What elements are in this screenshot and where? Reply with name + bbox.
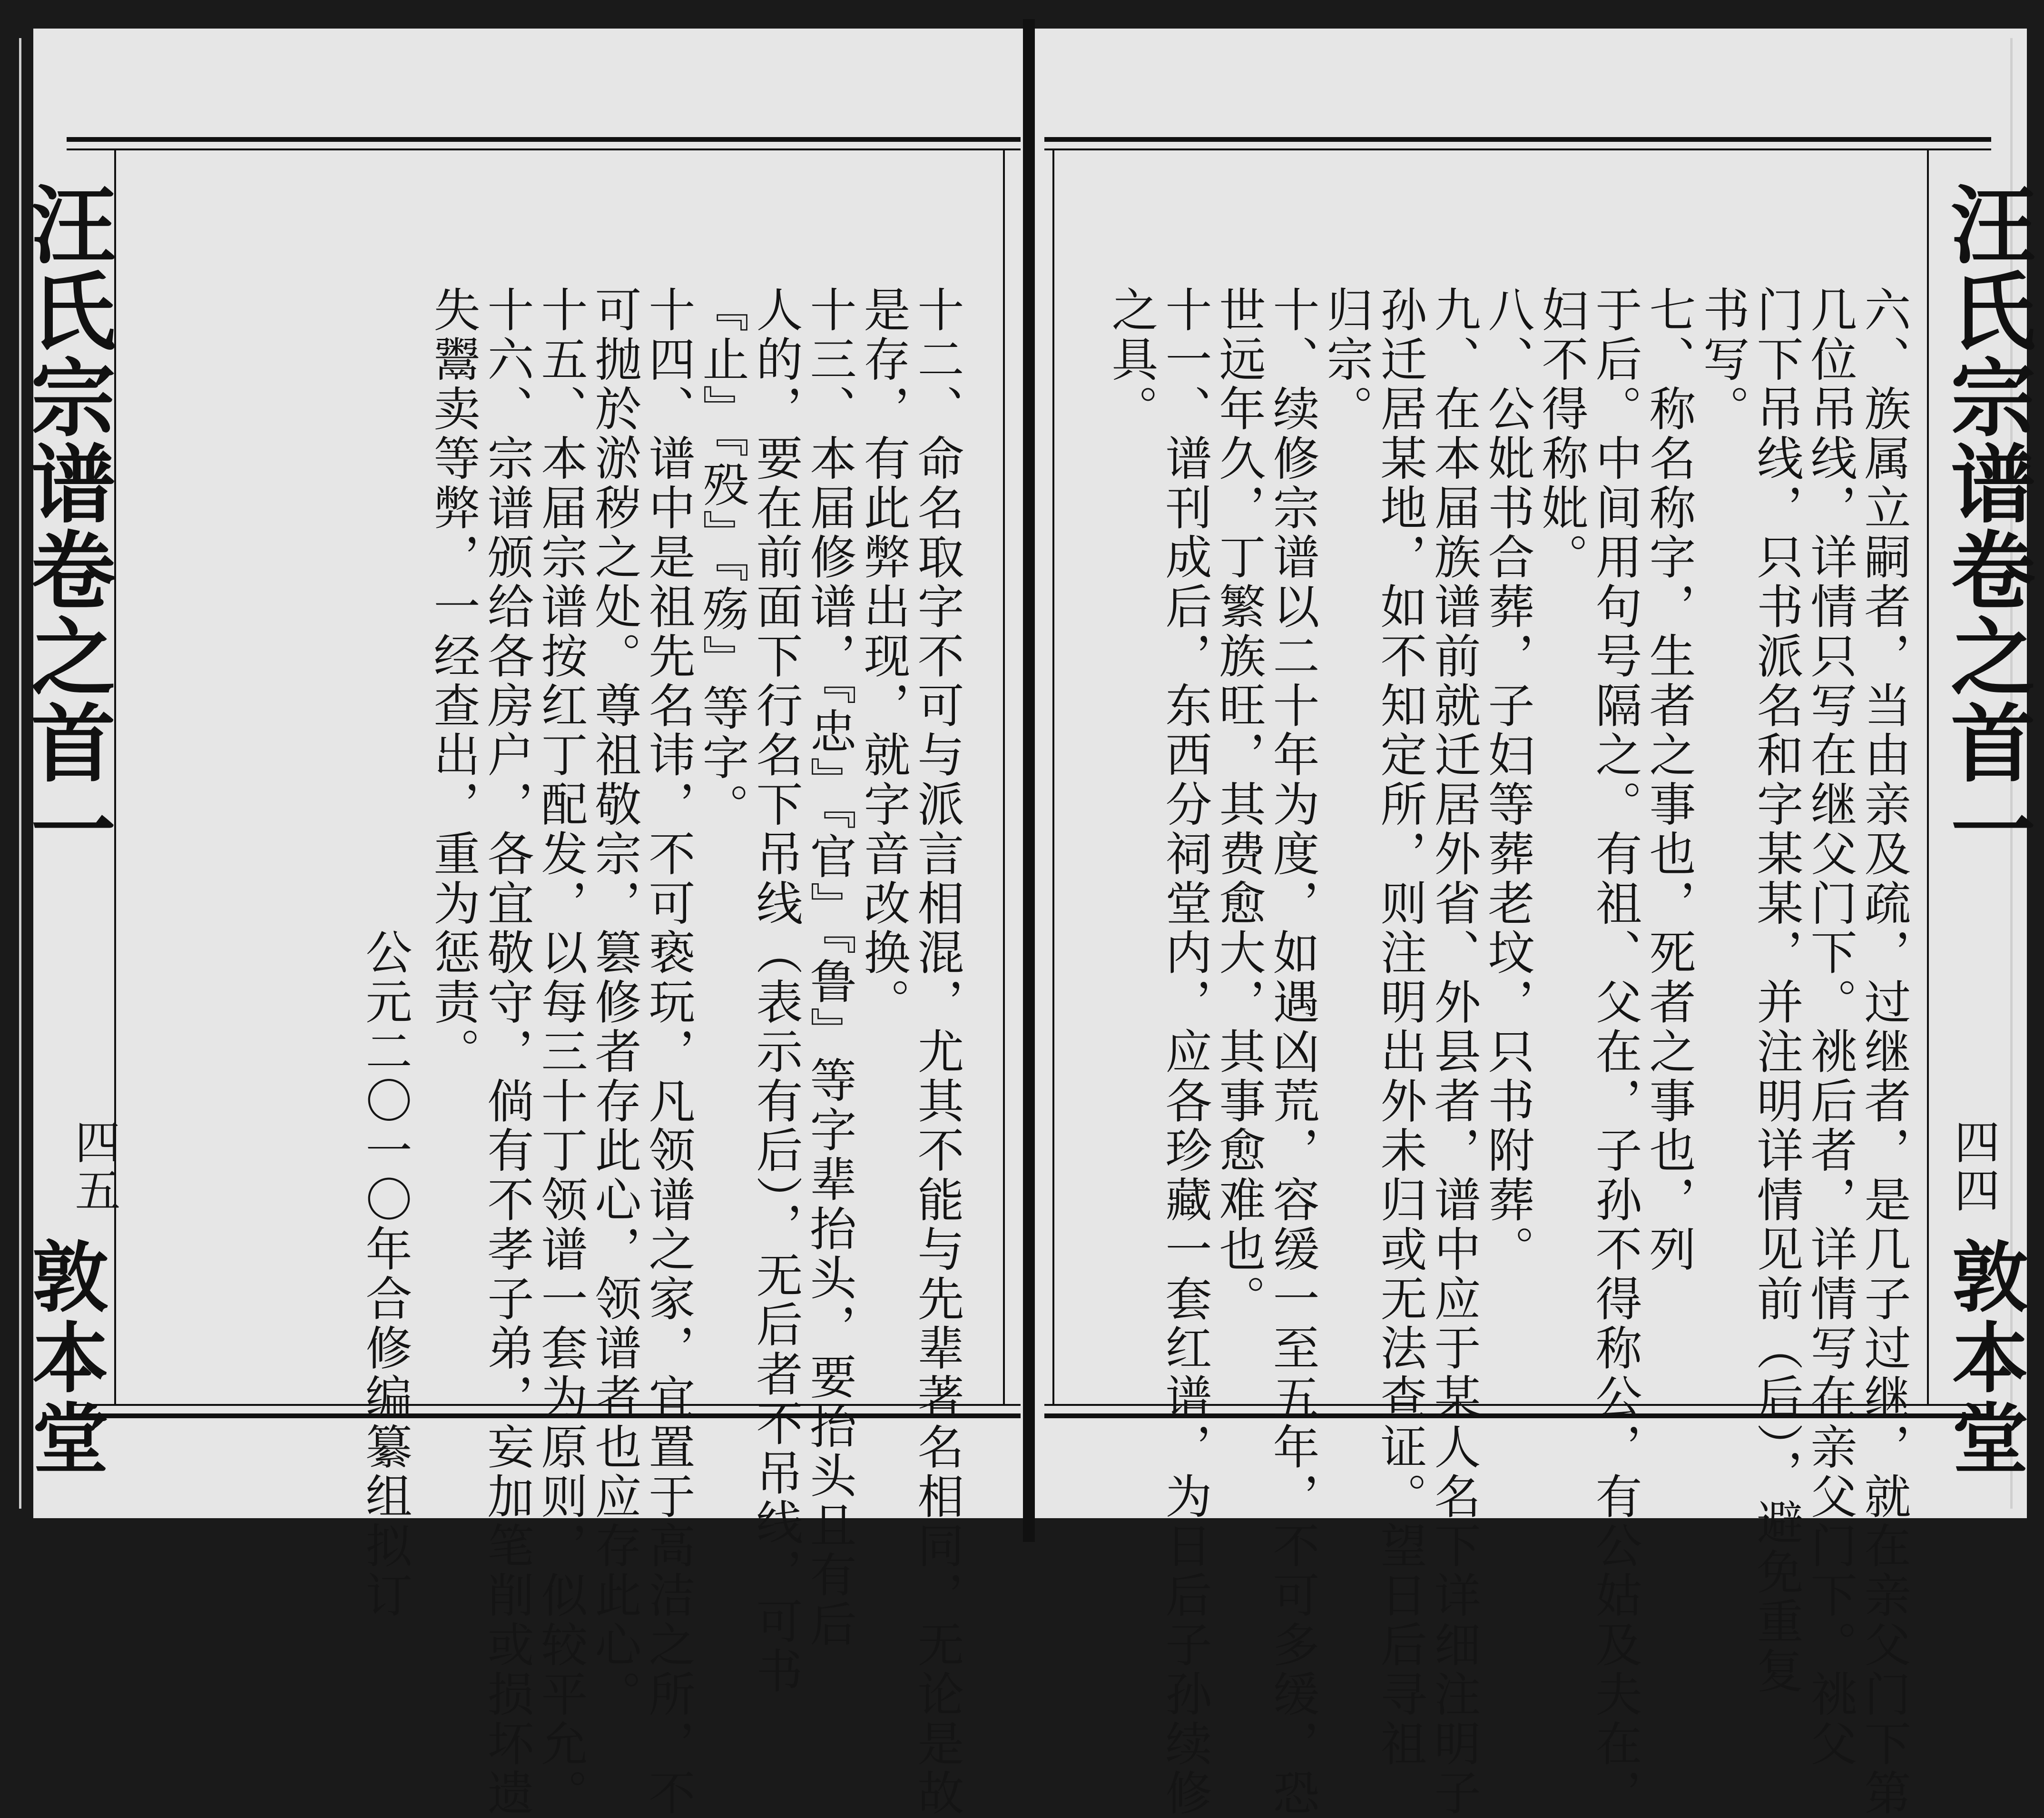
left-line-3: 十三、本届修谱，『忠』『官』『鲁』等字辈抬头，要抬头且有后: [802, 286, 856, 1650]
right-line-6: 于后。中间用句号隔之。有祖、父在，子孙不得称公，有公姑及夫在，: [1588, 286, 1642, 1818]
right-line-13: 世远年久，丁繁族旺，其费愈大，其事愈难也。: [1211, 286, 1266, 1324]
left-line-1: 十二、命名取字不可与派言相混，尤其不能与先辈著名相同，无论是故: [910, 286, 964, 1818]
right-line-4: 书写。: [1695, 286, 1749, 434]
left-line-4: 人的，要在前面下行名下吊线（表示有后），无后者不吊线，可书: [748, 286, 803, 1696]
left-margin-title: 汪氏宗谱卷之首一: [17, 181, 116, 872]
left-line-6: 十四、谱中是祖先名讳，不可亵玩，凡领谱之家，宜置于高洁之所，不: [641, 286, 695, 1818]
right-line-12: 十、续修宗谱以二十年为度，如遇凶荒，容缓一至五年，不可多缓，恐: [1265, 286, 1319, 1818]
right-margin-rule: [1927, 150, 1929, 1404]
left-line-7: 可抛於淤秽之处。尊祖敬宗，篡修者存此心，领谱者也应存此心。: [587, 286, 641, 1719]
right-line-14: 十一、谱刊成后，东西分祠堂内，应各珍藏一套红谱，为日后子孙续修: [1158, 286, 1212, 1818]
right-line-1: 六、族属立嗣者，当由亲及疏，过继者，是几子过继，就在亲父门下第: [1857, 286, 1911, 1818]
left-line-10: 失鬻卖等弊，一经查出，重为惩责。: [426, 286, 480, 1077]
left-signature: 公元二〇一〇年合修编纂组拟订: [358, 928, 412, 1620]
left-line-5: 『止』『殁』『殇』等字。: [695, 286, 749, 832]
right-line-3: 门下吊线，只书派名和字某某，并注明详情见前（后），避免重复: [1749, 286, 1803, 1696]
right-top-rule: [1044, 137, 1991, 142]
right-line-8: 八、公妣书合葬，子妇等葬老坟，只书附葬。: [1480, 286, 1534, 1275]
right-line-10: 孙迁居某地，如不知定所，则注明出外未归或无法查证。望日后寻祖: [1373, 286, 1427, 1769]
right-page-number: 四四: [1947, 1118, 2000, 1215]
right-margin-title: 汪氏宗谱卷之首一: [1936, 181, 2036, 872]
right-line-11: 归宗。: [1319, 286, 1373, 434]
left-line-8: 十五、本届宗谱按红丁配发，以每三十丁领谱一套为原则，似较平允。: [533, 286, 588, 1818]
right-line-5: 七、称名称字，生者之事也，死者之事也，列: [1641, 286, 1696, 1275]
left-hall-name: 敦本堂: [20, 1237, 109, 1480]
right-top-rule-inner: [1044, 148, 1991, 150]
left-line-9: 十六、宗谱颁给各房户，各宜敬守，倘有不孝子弟，妄加笔削或损坏遗: [480, 286, 534, 1818]
left-top-rule: [67, 137, 1021, 142]
left-line-2: 是存，有此弊出现，就字音改换。: [856, 286, 910, 1028]
left-top-rule-inner: [67, 148, 1021, 150]
right-line-7: 妇不得称妣。: [1534, 286, 1588, 583]
right-line-9: 九、在本届族谱前就迁居外省、外县者，谱中应于某人名下详细注明子: [1426, 286, 1481, 1818]
left-page-number: 四五: [68, 1118, 121, 1215]
right-hall-name: 敦本堂: [1939, 1237, 2029, 1480]
left-inner-rule: [1003, 150, 1005, 1404]
right-inner-rule: [1052, 150, 1054, 1404]
right-line-15: 之具。: [1104, 286, 1158, 434]
book-spine: [1023, 19, 1035, 1542]
right-line-2: 几位吊线，详情只写在继父门下。祧后者，详情写在亲父门下。祧父: [1803, 286, 1857, 1769]
